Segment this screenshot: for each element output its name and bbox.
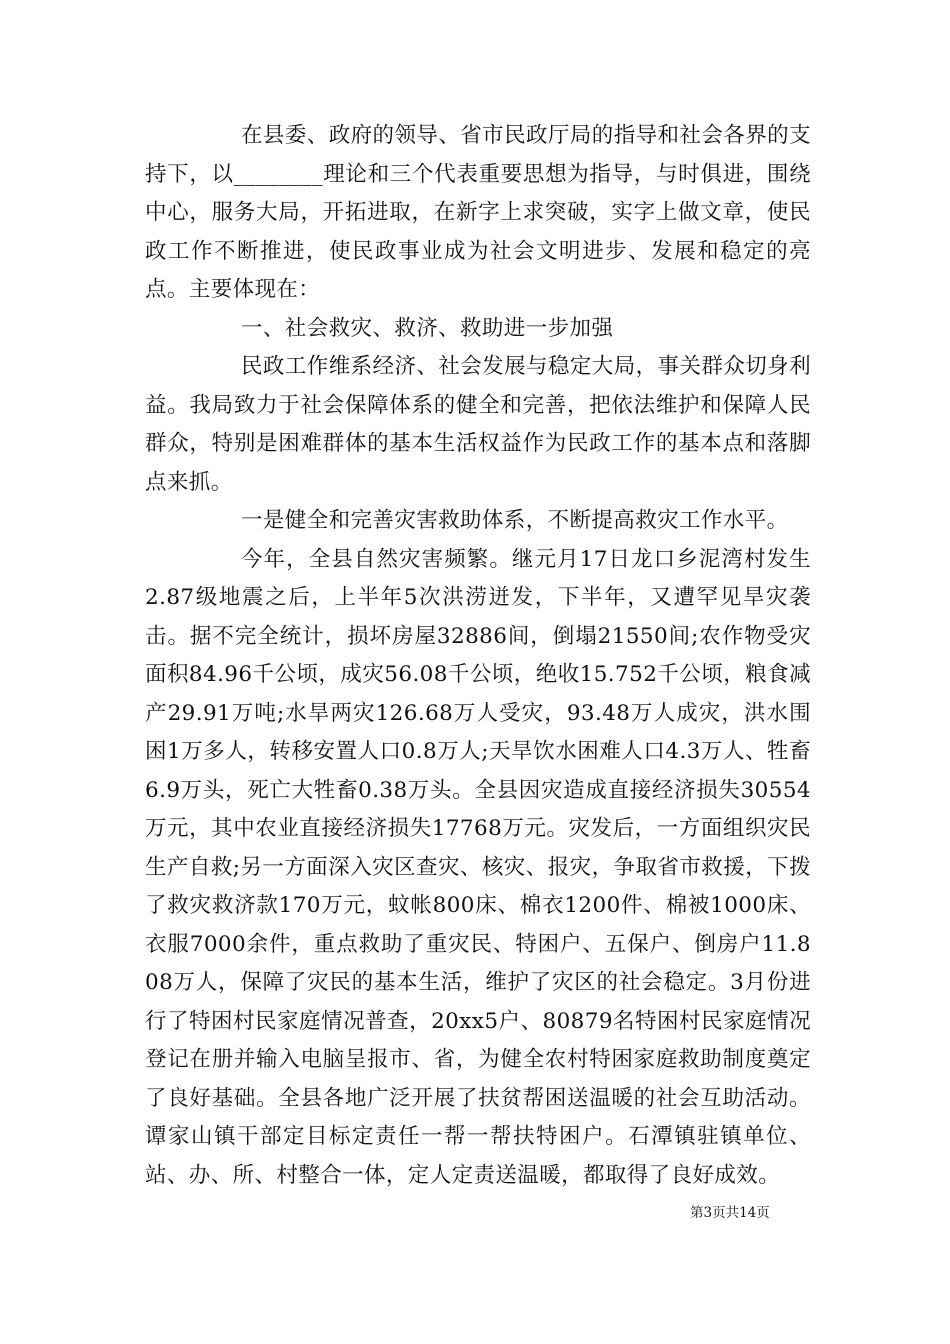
- subsection-heading: 一是健全和完善灾害救助体系，不断提高救灾工作水平。: [241, 508, 789, 533]
- section-body-paragraph: 民政工作维系经济、社会发展与稳定大局，事关群众切身利益。我局致力于社会保障体系的健全和完善，把依法维护和保障人民群众，特别是困难群体的基本生活权益作为民政工作的基本点和落脚点来抓。: [145, 354, 811, 495]
- page-number-footer: 第3页共14页: [690, 1205, 770, 1221]
- section-heading: 一、社会救灾、救济、救助进一步加强: [241, 315, 614, 341]
- intro-paragraph: 在县委、政府的领导、省市民政厅局的指导和社会各界的支持下，以________理论和三个代表重要思想为指导，与时俱进，围绕中心，服务大局，开拓进取，在新字上求突破，实字上做文章，使民政工作不断推进，使民政事业成为社会文明进步、发展和稳定的亮点。主要体现在：: [145, 123, 811, 302]
- disaster-details-paragraph: 今年，全县自然灾害频繁。继元月17日龙口乡泥湾村发生2.87级地震之后，上半年5次洪涝迸发，下半年，又遭罕见旱灾袭击。据不完全统计，损坏房屋32886间，倒塌21550间;农作物受灾面积84.96千公顷，成灾56.08千公顷，绝收15.752千公顷，粮食减产29.91万吨;水旱两灾126.68万人受灾，93.48万人成灾，洪水围困1万多人，转移安置人口0.8万人;天旱饮水困难人口4.3万人、牲畜6.9万头，死亡大牲畜0.38万头。全县因灾造成直接经济损失30554万元，其中农业直接经济损失17768万元。灾发后，一方面组织灾民生产自救;另一方面深入灾区查灾、核灾、报灾，争取省市救援，下拨了救灾救济款170万元，蚊帐800床、棉衣1200件、棉被1000床、衣服7000余件，重点救助了重灾民、特困户、五保户、倒房户11.808万人，保障了灾民的基本生活，维护了灾区的社会稳定。3月份进行了特困村民家庭情况普查，20xx5户、80879名特困村民家庭情况登记在册并输入电脑呈报市、省，为健全农村特困家庭救助制度奠定了良好基础。全县各地广泛开展了扶贫帮困送温暖的社会互助活动。谭家山镇干部定目标定责任一帮一帮扶特困户。石潭镇驻镇单位、站、办、所、村整合一体，定人定责送温暖，都取得了良好成效。: [145, 546, 811, 1188]
- document-body: [145, 117, 811, 1195]
